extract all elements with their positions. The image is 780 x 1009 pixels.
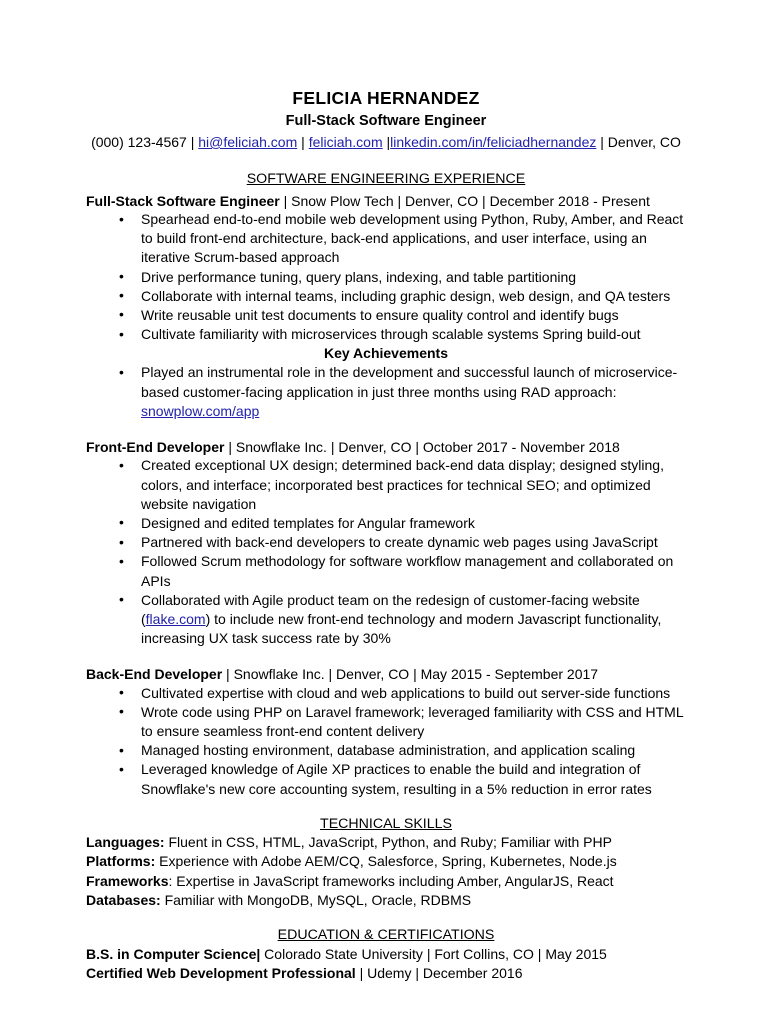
list-item: • Cultivated expertise with cloud and web applications to build out server-side functions [86,684,686,703]
location-text: Denver, CO [607,134,681,150]
skill-value: Expertise in JavaScript frameworks including Amber, AngularJS, React [172,872,614,889]
skill-label: Languages: [86,834,165,851]
job-title: Full-Stack Software Engineer [86,192,280,209]
job-bullet-list [86,684,686,799]
education-degree: B.S. in Computer Science| [86,945,261,962]
list-item [86,363,686,421]
education-section [86,926,686,983]
job-header [86,438,686,456]
phone-number: (000) 123-4567 [91,134,187,150]
job-bullet-list [86,210,686,344]
job-header [86,665,686,683]
skills-section-heading: TECHNICAL SKILLS [320,815,452,832]
contact-separator-3: | [382,134,391,150]
contact-line [86,133,686,151]
skill-label-suffix: : [168,872,173,889]
list-item: • Designed and edited templates for Angular framework [86,514,686,533]
education-degree: Certified Web Development Professional [86,965,356,982]
education-entry [86,964,686,983]
contact-separator-4: | [596,134,608,150]
skills-section [86,815,686,911]
skill-value: Fluent in CSS, HTML, JavaScript, Python, and Ruby; Familiar with PHP [164,834,612,851]
list-item [86,591,686,649]
key-achievements-heading: Key Achievements [324,345,448,362]
education-meta: | Udemy | December 2016 [355,965,523,982]
skill-label: Databases: [86,892,161,909]
list-item: • Partnered with back-end developers to create dynamic web pages using JavaScript [86,533,686,552]
education-entry [86,945,686,964]
skill-label: Frameworks [86,872,169,889]
skill-row [86,833,686,852]
achievement-text: Played an instrumental role in the development and successful launch of microservice-based customer-facing application in just three months using RAD approach: [141,364,678,400]
experience-section-heading: SOFTWARE ENGINEERING EXPERIENCE [246,171,526,188]
candidate-job-title: Full-Stack Software Engineer [285,112,487,129]
website-link[interactable]: feliciah.com [308,134,383,150]
candidate-name: FELICIA HERNANDEZ [292,88,480,108]
experience-entry [86,665,686,799]
experience-section [86,170,686,799]
job-bullet-list [86,456,686,648]
bullet-text-before-link: Collaborated with Agile product team on the redesign of customer-facing website ( [141,591,640,627]
skill-value: Familiar with MongoDB, MySQL, Oracle, RDBMS [160,892,472,909]
skill-row [86,852,686,871]
bullet-text-after-link: ) to include new front-end technology and modern Javascript functionality, increasing UX task success rate by 30% [141,610,662,647]
job-meta: | Snow Plow Tech | Denver, CO | December 2018 - Present [279,192,650,209]
list-item: • Drive performance tuning, query plans, indexing, and table partitioning [86,268,686,287]
list-item: • Created exceptional UX design; determined back-end data display; designed styling, colors, and interface; incorporated best practices for technical SEO; and optimized website navigation [86,456,686,514]
experience-entry [86,192,686,421]
list-item: • Write reusable unit test documents to ensure quality control and identify bugs [86,306,686,325]
contact-separator-2: | [297,134,309,150]
list-item: • Cultivate familiarity with microservices through scalable systems Spring build-out [86,325,686,344]
job-header [86,192,686,210]
list-item: • Leveraged knowledge of Agile XP practices to enable the build and integration of Snowflake's new core accounting system, resulting in a 5% reduction in error rates [86,760,686,798]
skill-value: Experience with Adobe AEM/CQ, Salesforce, Spring, Kubernetes, Node.js [155,853,617,870]
list-item: • Wrote code using PHP on Laravel framework; leveraged familiarity with CSS and HTML to ensure seamless front-end content delivery [86,703,686,741]
skill-row [86,891,686,910]
job-title: Back-End Developer [86,666,223,683]
contact-separator-1: | [186,134,199,150]
linkedin-link[interactable]: linkedin.com/in/feliciadhernandez [390,134,597,150]
job-meta: | Snowflake Inc. | Denver, CO | October 2017 - November 2018 [224,439,620,455]
education-section-heading: EDUCATION & CERTIFICATIONS [277,927,495,944]
list-item: • Followed Scrum methodology for software workflow management and collaborated on APIs [86,552,686,590]
education-meta: Colorado State University | Fort Collins, CO | May 2015 [260,945,607,962]
email-link[interactable]: hi@feliciah.com [198,134,298,150]
resume-header [86,88,686,151]
company-website-link[interactable]: flake.com [145,610,206,627]
achievement-bullet-list [86,363,686,421]
job-meta: | Snowflake Inc. | Denver, CO | May 2015 - September 2017 [222,666,599,683]
list-item: • Spearhead end-to-end mobile web development using Python, Ruby, Amber, and React to build front-end architecture, back-end applications, and user interface, using an iterative Scrum-based approach [86,210,686,268]
skill-row [86,872,686,891]
list-item: • Collaborate with internal teams, including graphic design, web design, and QA testers [86,287,686,306]
job-title: Front-End Developer [86,439,225,455]
experience-entry [86,438,686,648]
skill-label: Platforms: [86,853,156,870]
list-item: • Managed hosting environment, database administration, and application scaling [86,741,686,760]
achievement-link[interactable]: snowplow.com/app [141,402,260,419]
